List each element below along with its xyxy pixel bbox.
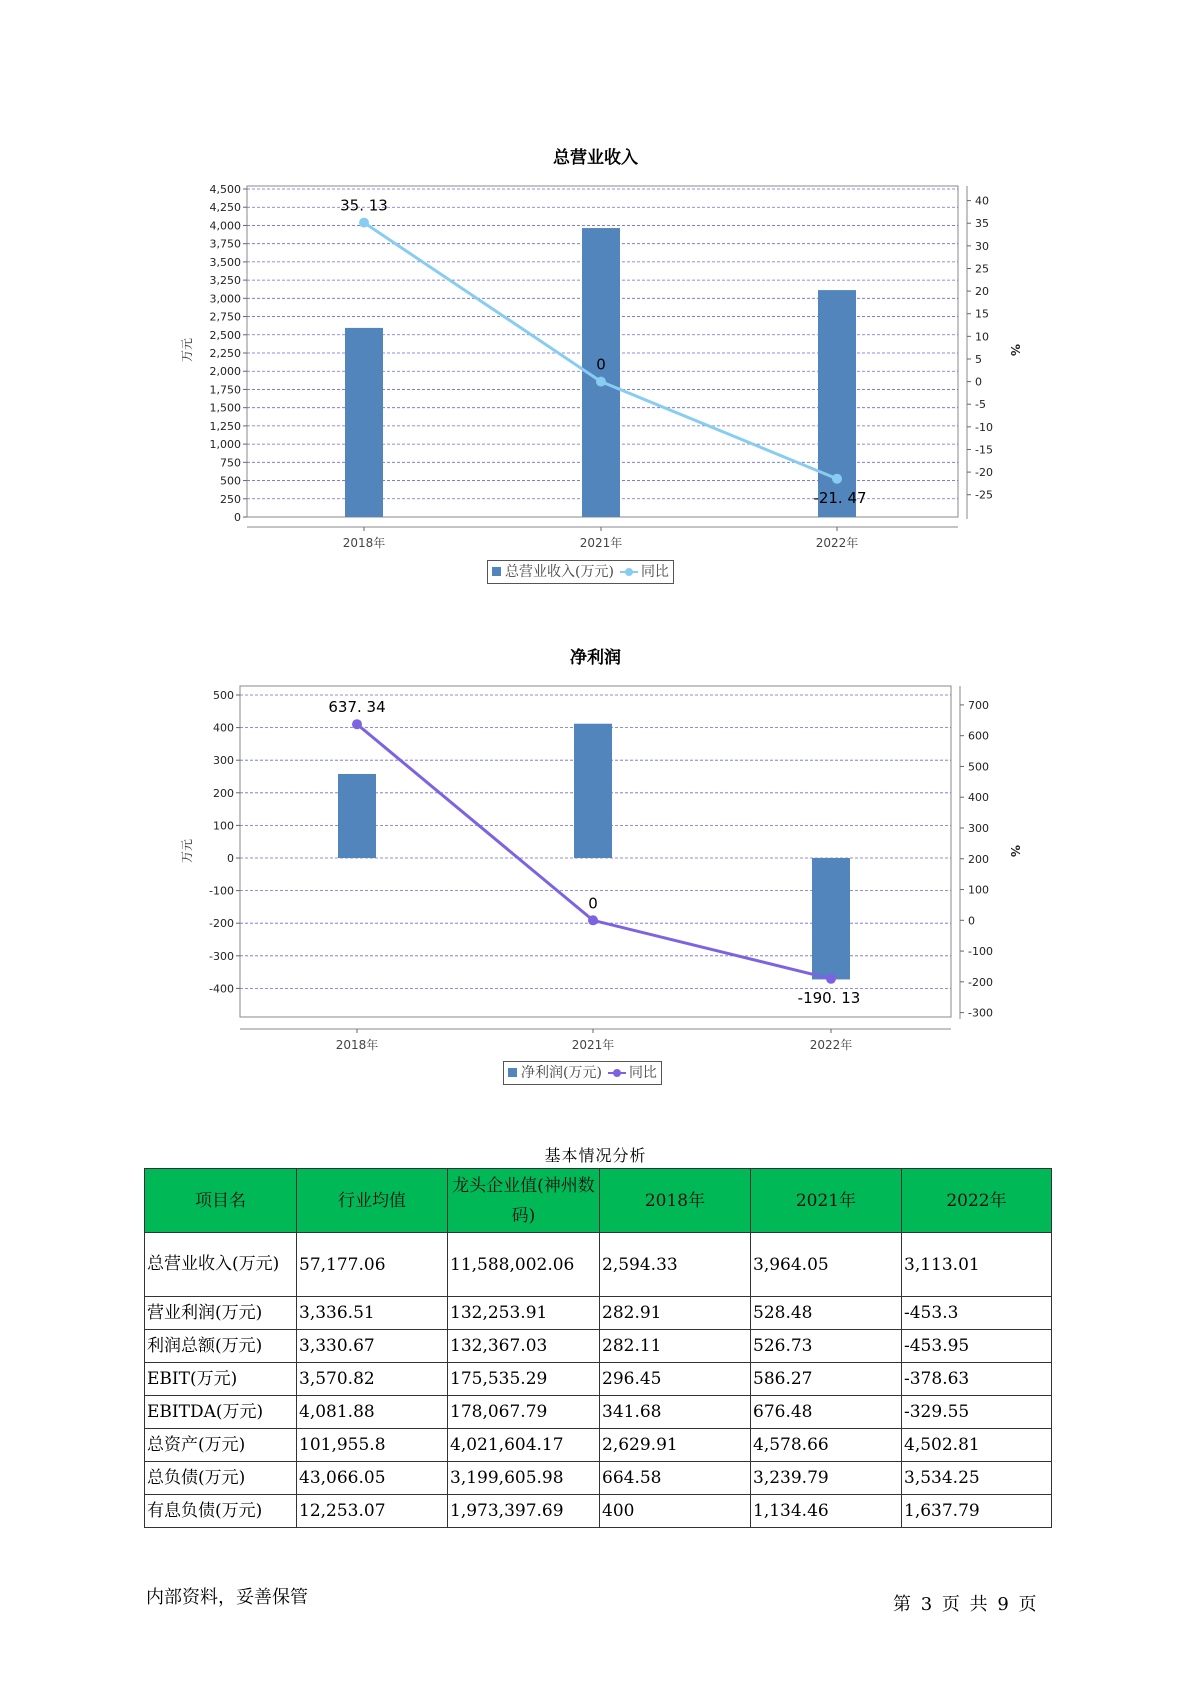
table-row <box>145 1330 1052 1363</box>
table-cell: 282.11 <box>600 1330 751 1363</box>
table-cell: 3,336.51 <box>297 1297 448 1330</box>
y2-tick-label: 300 <box>968 821 989 835</box>
y-tick-label: 200 <box>213 786 234 800</box>
y-tick-label: 1,500 <box>209 401 241 415</box>
y2-tick-label: 500 <box>968 760 989 774</box>
x-tick-label: 2021年 <box>571 1038 615 1052</box>
x-tick-label: 2018年 <box>335 1038 379 1052</box>
y2-tick-label: 100 <box>968 883 989 897</box>
table-cell: 3,534.25 <box>902 1462 1052 1495</box>
table-cell: 3,199,605.98 <box>448 1462 600 1495</box>
chart-title-net-profit: 净利润 <box>570 648 621 668</box>
table-cell: 175,535.29 <box>448 1363 600 1396</box>
table-cell: 57,177.06 <box>297 1233 448 1297</box>
table-header-row <box>145 1169 1052 1233</box>
y2-tick-label: 10 <box>975 330 989 344</box>
y-tick-label: 2,000 <box>209 365 241 379</box>
table-cell: 1,134.46 <box>751 1495 902 1528</box>
table-cell: 2,629.91 <box>600 1429 751 1462</box>
y-tick-label: 1,000 <box>209 438 241 452</box>
y-tick-label: -300 <box>209 949 234 963</box>
y-tick-label: 750 <box>220 456 241 470</box>
line-legend-swatch <box>608 1068 626 1078</box>
table-row <box>145 1363 1052 1396</box>
row-label-cell: EBITDA(万元) <box>145 1396 297 1429</box>
table-cell: 3,239.79 <box>751 1462 902 1495</box>
data-label: -190. 13 <box>797 988 861 1007</box>
y-tick-label: 400 <box>213 721 234 735</box>
table-row <box>145 1462 1052 1495</box>
table-cell: 3,570.82 <box>297 1363 448 1396</box>
data-label: 637. 34 <box>328 698 386 717</box>
row-label-cell: 总负债(万元) <box>145 1462 297 1495</box>
y2-tick-label: -20 <box>975 466 993 480</box>
table-cell: 1,973,397.69 <box>448 1495 600 1528</box>
y-tick-label: 2,250 <box>209 347 241 360</box>
footer-page-number: 第 3 页 共 9 页 <box>893 1594 1037 1615</box>
y2-tick-label: -15 <box>975 443 993 457</box>
table-row <box>145 1297 1052 1330</box>
y2-tick-label: 400 <box>968 791 989 805</box>
y-tick-label: 500 <box>213 689 234 702</box>
bar <box>812 858 850 979</box>
header-cell: 2018年 <box>600 1169 751 1233</box>
line-point <box>826 974 836 984</box>
data-label: 0 <box>588 894 598 913</box>
bar <box>574 724 612 858</box>
header-cell: 龙头企业值(神州数码) <box>448 1169 600 1233</box>
table-cell: -378.63 <box>902 1363 1052 1396</box>
data-label: 0 <box>596 355 606 374</box>
table-cell: 282.91 <box>600 1297 751 1330</box>
bar <box>338 774 376 858</box>
legend-line-label: 同比 <box>628 1065 657 1081</box>
table-cell: 132,253.91 <box>448 1297 600 1330</box>
y2-tick-label: 35 <box>975 217 989 231</box>
x-tick-label: 2022年 <box>815 536 859 550</box>
basic-analysis-table <box>144 1168 1052 1528</box>
table-row <box>145 1233 1052 1297</box>
y-tick-label: 1,250 <box>209 419 241 433</box>
y2-tick-label: 15 <box>975 307 989 321</box>
row-label-cell: 总营业收入(万元) <box>145 1233 297 1297</box>
y2-tick-label: 600 <box>968 729 989 743</box>
legend-line-label: 同比 <box>640 564 669 580</box>
table-row <box>145 1396 1052 1429</box>
header-cell: 2022年 <box>902 1169 1052 1233</box>
table-cell: 676.48 <box>751 1396 902 1429</box>
y-tick-label: 2,500 <box>209 328 241 342</box>
table-cell: 4,502.81 <box>902 1429 1052 1462</box>
row-label-cell: 营业利润(万元) <box>145 1297 297 1330</box>
table-cell: 3,330.67 <box>297 1330 448 1363</box>
y-tick-label: 3,000 <box>209 292 241 306</box>
y2-tick-label: -100 <box>968 945 993 959</box>
y-tick-label: 3,750 <box>209 237 241 251</box>
table-cell: 3,113.01 <box>902 1233 1052 1297</box>
net-profit-legend <box>503 1061 662 1085</box>
y-tick-label: -400 <box>209 982 234 996</box>
y-tick-label: 4,250 <box>209 201 241 215</box>
y2-tick-label: -300 <box>968 1006 993 1020</box>
table-cell: 341.68 <box>600 1396 751 1429</box>
table-cell: 43,066.05 <box>297 1462 448 1495</box>
bar-legend-swatch <box>508 1068 517 1077</box>
y2-tick-label: -25 <box>975 488 993 502</box>
table-cell: -453.3 <box>902 1297 1052 1330</box>
y2-tick-label: 200 <box>968 852 989 866</box>
table-cell: 132,367.03 <box>448 1330 600 1363</box>
chart-title-revenue: 总营业收入 <box>553 148 638 168</box>
y-tick-label: 4,500 <box>209 183 241 196</box>
y2-tick-label: 20 <box>975 285 989 299</box>
y-tick-label: 0 <box>234 511 241 524</box>
table-cell: 101,955.8 <box>297 1429 448 1462</box>
y2-tick-label: 5 <box>975 352 982 366</box>
table-cell: 664.58 <box>600 1462 751 1495</box>
y-axis-label: 万元 <box>180 838 194 864</box>
table-cell: 12,253.07 <box>297 1495 448 1528</box>
y-axis-label: 万元 <box>180 337 194 363</box>
table-cell: 526.73 <box>751 1330 902 1363</box>
table-cell: 3,964.05 <box>751 1233 902 1297</box>
table-row <box>145 1429 1052 1462</box>
y2-tick-label: -200 <box>968 975 993 989</box>
y-tick-label: 1,750 <box>209 383 241 397</box>
table-cell: 4,081.88 <box>297 1396 448 1429</box>
y2-axis-label: % <box>1008 343 1022 357</box>
line-point <box>588 915 598 925</box>
y2-tick-label: 700 <box>968 698 989 712</box>
y2-tick-label: 40 <box>975 194 989 208</box>
y-tick-label: 0 <box>227 852 234 865</box>
table-row <box>145 1495 1052 1528</box>
table-cell: 4,021,604.17 <box>448 1429 600 1462</box>
table-cell: 528.48 <box>751 1297 902 1330</box>
x-tick-label: 2022年 <box>809 1038 853 1052</box>
legend-bar-label: 净利润(万元) <box>521 1065 602 1081</box>
y2-axis-label: % <box>1008 844 1022 858</box>
row-label-cell: 利润总额(万元) <box>145 1330 297 1363</box>
y2-tick-label: -5 <box>975 398 986 412</box>
y2-tick-label: 0 <box>975 375 982 389</box>
footer-confidential: 内部资料，妥善保管 <box>146 1587 308 1608</box>
header-cell: 项目名 <box>145 1169 297 1233</box>
table-cell: 4,578.66 <box>751 1429 902 1462</box>
table-caption: 基本情况分析 <box>544 1146 647 1165</box>
y2-tick-label: -10 <box>975 420 993 434</box>
table-cell: -453.95 <box>902 1330 1052 1363</box>
y-tick-label: 3,250 <box>209 274 241 288</box>
line-point <box>352 719 362 729</box>
row-label-cell: 总资产(万元) <box>145 1429 297 1462</box>
y-tick-label: 4,000 <box>209 219 241 233</box>
table-cell: 178,067.79 <box>448 1396 600 1429</box>
y-tick-label: 250 <box>220 492 241 506</box>
x-tick-label: 2018年 <box>342 536 386 550</box>
y-tick-label: -200 <box>209 917 234 931</box>
y2-tick-label: 30 <box>975 239 989 253</box>
table-cell: 2,594.33 <box>600 1233 751 1297</box>
table-cell: 586.27 <box>751 1363 902 1396</box>
header-cell: 2021年 <box>751 1169 902 1233</box>
x-tick-label: 2021年 <box>579 536 623 550</box>
table-cell: 11,588,002.06 <box>448 1233 600 1297</box>
data-label: 35. 13 <box>340 196 388 215</box>
table-cell: 1,637.79 <box>902 1495 1052 1528</box>
table-cell: 296.45 <box>600 1363 751 1396</box>
data-label: -21. 47 <box>813 488 867 507</box>
y-tick-label: 3,500 <box>209 255 241 269</box>
row-label-cell: EBIT(万元) <box>145 1363 297 1396</box>
row-label-cell: 有息负债(万元) <box>145 1495 297 1528</box>
legend-bar-label: 总营业收入(万元) <box>505 564 614 580</box>
table-cell: 400 <box>600 1495 751 1528</box>
y-tick-label: -100 <box>209 884 234 898</box>
y-tick-label: 500 <box>220 474 241 488</box>
y2-tick-label: 25 <box>975 262 989 276</box>
y-tick-label: 100 <box>213 819 234 833</box>
table-cell: -329.55 <box>902 1396 1052 1429</box>
y2-tick-label: 0 <box>968 914 975 928</box>
y-tick-label: 300 <box>213 754 234 768</box>
header-cell: 行业均值 <box>297 1169 448 1233</box>
y-tick-label: 2,750 <box>209 310 241 324</box>
